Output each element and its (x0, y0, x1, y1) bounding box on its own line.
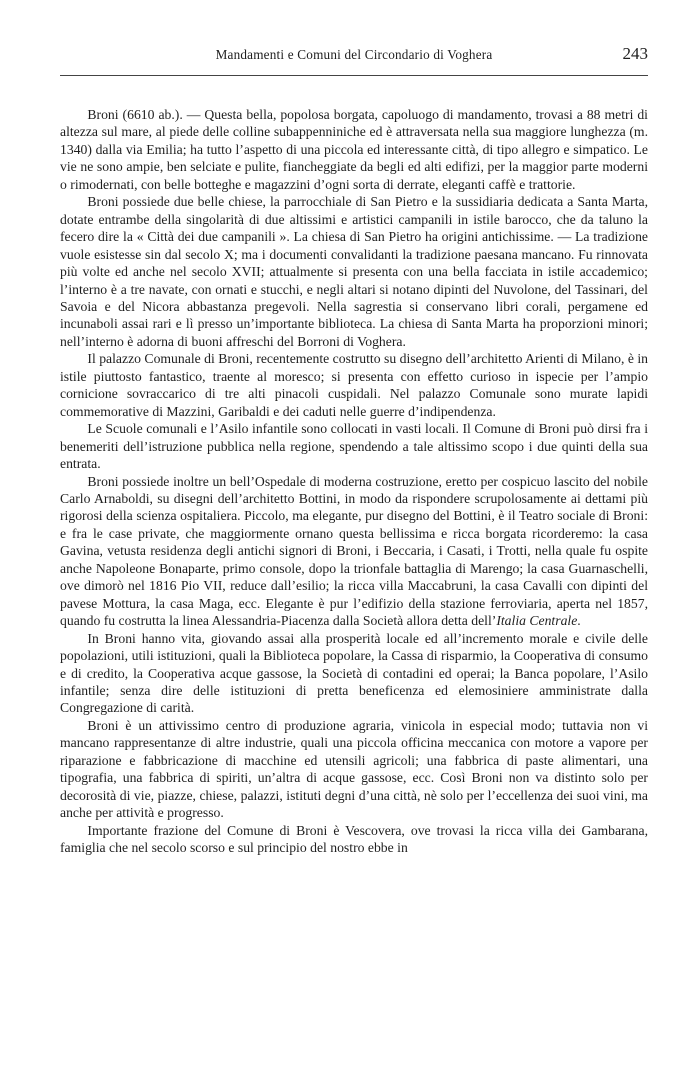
paragraph-town-hall (60, 350, 648, 420)
lead-word: Broni (87, 107, 119, 122)
paragraph-text: In Broni hanno vita, giovando assai alla prosperità locale ed all’incremento morale e civile delle popolazioni, utili istituzioni, quali la Biblioteca popolare, la Cassa di risparmio, la Cooperativa di consumo e di credito, la Cooperativa acque gassose, la Società di contadini ed operai; la Banca popolare, l’Asilo infantile; senza dire delle istituzioni di pretta beneficenza ed elemosiniere amministrate dalla Congregazione di carità. (60, 630, 648, 716)
paragraph-text: Broni possiede due belle chiese, la parrocchiale di San Pietro e la sussidiaria dedicata a Santa Marta, dotate entrambe della singolarità di due altissimi e artistici campanili in istile barocco, che da taluno la fecero dire la « Città dei due campanili ». La chiesa di San Pietro ha origini antichissime. — La tradizione vuole esistesse sin dal secolo X; ma i documenti convalidanti la tradizione paesana mancano. Fu rinnovata più volte ed anche nel secolo XVII; attualmente si presenta con una bella facciata in istile accademico; l’interno è a tre navate, con ornati e stucchi, e negli altari si notano dipinti del Nuvolone, del Tassinari, del Savoia e del Nicora abbastanza pregevoli. Nella sagrestia si conservano libri corali, pergamene ed incunaboli assai rari e lì presso un’importante biblioteca. La chiesa di Santa Marta ha proporzioni minori; nell’interno è adorna di buoni affreschi del Borroni di Voghera. (60, 194, 648, 349)
paragraph-text: (6610 ab.). — Questa bella, popolosa borgata, capoluogo di mandamento, trovasi a 88 metri di altezza sul mare, al piede delle colline subappenniniche ed è attraversata nella sua maggiore lunghezza (m. 1340) dalla via Emilia; ha tutto l’aspetto di una piccola ed interessante città, di tipo allegro e simpatico. Le vie ne sono ampie, ben selciate e pulite, fiancheggiate da begli ed alti edifizi, per la maggior parte moderni o rimodernati, con belle botteghe e magazzini d’ogni sorta di derrate, eleganti caffè e trattorie. (60, 107, 648, 192)
paragraph-text: Broni è un attivissimo centro di produzione agraria, vinicola in especial modo; tuttavia non vi mancano rappresentanze di altre industrie, quali una piccola officina meccanica con motore a vapore per riparazione e fabbricazione di macchine ed utensili agricoli; una fabbrica di paste alimentari, una tipografia, una fabbrica di spiriti, un’altra di acque gassose, ecc. Così Broni non va distinto solo per decorosità di vie, piazze, chiese, palazzi, istituti degni d’una città, nè solo per l’eccellenza dei suoi vini, ma anche per attività e progresso. (60, 717, 648, 821)
paragraph-tail: . (577, 613, 581, 629)
paragraph-churches (60, 193, 648, 350)
paragraph-hospital (60, 473, 648, 630)
paragraph-schools (60, 420, 648, 472)
paragraph-institutions (60, 630, 648, 717)
page (60, 44, 648, 856)
paragraph-vescovera (60, 822, 648, 857)
paragraph-broni-intro (60, 106, 648, 193)
paragraph-text: Le Scuole comunali e l’Asilo infantile sono collocati in vasti locali. Il Comune di Broni può dirsi fra i benemeriti dell’istruzione pubblica nella regione, spendendo a tale altissimo scopo i due quinti della sua entrata. (60, 421, 648, 472)
paragraph-text: Importante frazione del Comune di Broni è Vescovera, ove trovasi la ricca villa dei Gambarana, famiglia che nel secolo scorso e sul principio del nostro ebbe in (60, 822, 648, 856)
paragraph-text: Il palazzo Comunale di Broni, recentemente costrutto su disegno dell’architetto Arienti di Milano, è in istile piuttosto fantastico, traente al moresco; si presenta con effetto curioso in ispecie per l’ampio cornicione sovraccarico di tre alti pinacoli cuspidali. Nel palazzo Comunale sono murate lapidi commemorative di Mazzini, Garibaldi e dei caduti nelle guerre d’indipendenza. (60, 351, 648, 419)
paragraph-text: Broni possiede inoltre un bell’Ospedale di moderna costruzione, eretto per cospicuo lascito del nobile Carlo Arnaboldi, su disegni dell’architetto Bottini, in modo da rispondere scrupolosamente ai dettami più rigorosi della scienza ospitaliera. Piccolo, ma elegante, pur disegno del Bottini, è il Teatro sociale di Broni: e fra le case private, che maggiormente ornano questa bellissima e ricca borgata ricorderemo: la casa Gavina, vetusta residenza degli antichi signori di Broni, i Beccaria, i Casati, i Trotti, nella quale fu ospite anche Napoleone Bonaparte, primo console, dopo la trionfale battaglia di Marengo; la casa Guarnaschelli, ove dimorò nel 1816 Pio VII, reduce dall’esilio; la ricca villa Maccabruni, la casa Cavalli con dipinti del pavese Mottura, la casa Maga, ecc. Elegante è pur l’edifizio della stazione ferroviaria, aperta nel 1857, quando fu costrutta la linea Alessandria-Piacenza dalla Società allora detta dell’ (60, 473, 648, 629)
header-rule (60, 75, 648, 76)
body-text (60, 106, 648, 856)
page-number: 243 (622, 44, 648, 63)
running-title: Mandamenti e Comuni del Circondario di Voghera (215, 47, 493, 62)
paragraph-industry (60, 717, 648, 822)
running-head (60, 44, 648, 66)
italic-text: Italia Centrale (496, 613, 578, 629)
